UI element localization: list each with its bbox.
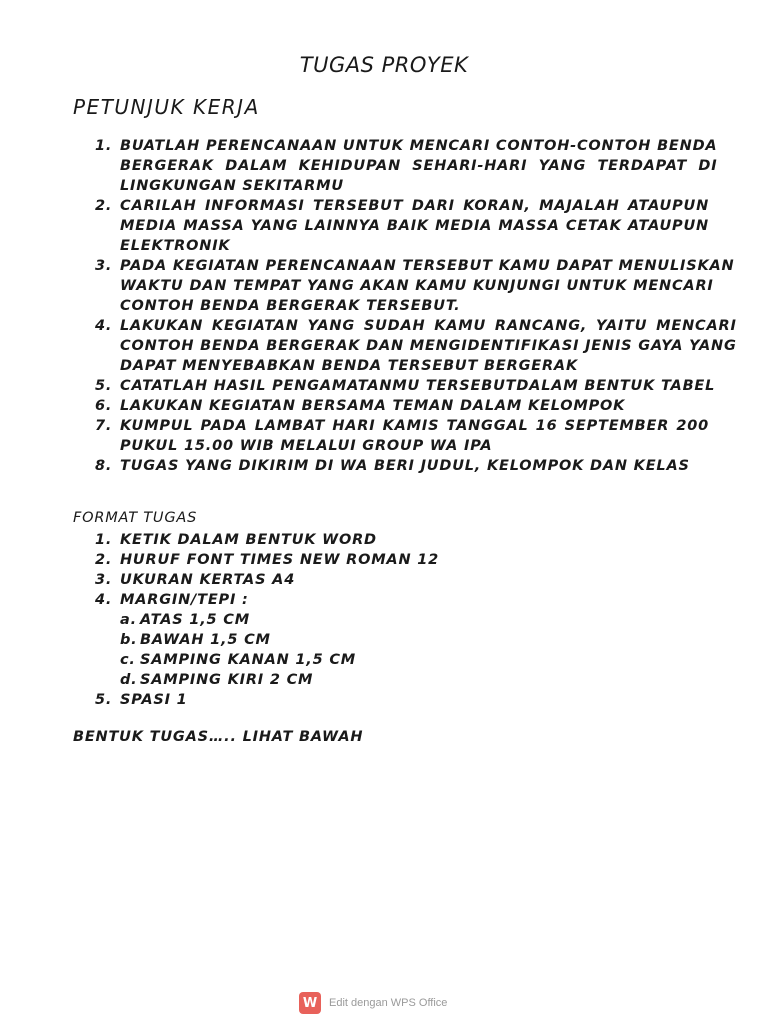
instruction-line: PADA KEGIATAN PERENCANAAN TERSEBUT KAMU DAPAT MENULISKAN bbox=[120, 258, 735, 274]
instruction-number: 3. bbox=[95, 258, 113, 274]
margin-text: SAMPING KIRI 2 CM bbox=[140, 672, 314, 688]
format-item bbox=[95, 550, 495, 570]
format-item bbox=[95, 590, 495, 610]
margin-item bbox=[120, 630, 495, 650]
margin-letter: a. bbox=[120, 612, 137, 628]
margin-item bbox=[120, 610, 495, 630]
format-item bbox=[95, 690, 495, 710]
wps-logo-icon: W bbox=[299, 992, 321, 1014]
format-number: 5. bbox=[95, 692, 113, 708]
instruction-number: 8. bbox=[95, 458, 113, 474]
margin-text: ATAS 1,5 CM bbox=[140, 612, 250, 628]
margin-letter: c. bbox=[120, 652, 136, 668]
instruction-item bbox=[95, 316, 737, 376]
margin-item bbox=[120, 650, 495, 670]
instruction-number: 4. bbox=[95, 318, 113, 334]
margin-letter: d. bbox=[120, 672, 138, 688]
instruction-line: LAKUKAN KEGIATAN YANG SUDAH KAMU RANCANG, YAITU MENCARI bbox=[120, 318, 737, 334]
instruction-line: ELEKTRONIK bbox=[120, 238, 231, 254]
instruction-item bbox=[95, 456, 709, 476]
format-text: HURUF FONT TIMES NEW ROMAN 12 bbox=[120, 552, 440, 568]
instructions-heading: PETUNJUK KERJA bbox=[73, 95, 260, 119]
task-form-note: BENTUK TUGAS….. LIHAT BAWAH bbox=[73, 729, 364, 745]
format-text: UKURAN KERTAS A4 bbox=[120, 572, 296, 588]
instruction-number: 1. bbox=[95, 138, 113, 154]
instruction-item bbox=[95, 136, 718, 196]
instruction-line: KUMPUL PADA LAMBAT HARI KAMIS TANGGAL 16 SEPTEMBER 200 bbox=[120, 418, 709, 434]
instruction-item bbox=[95, 196, 709, 256]
format-number: 4. bbox=[95, 592, 113, 608]
instruction-number: 2. bbox=[95, 198, 113, 214]
format-text: SPASI 1 bbox=[120, 692, 188, 708]
format-list bbox=[95, 530, 495, 710]
instruction-line: CATATLAH HASIL PENGAMATANMU TERSEBUTDALAM BENTUK TABEL bbox=[120, 378, 716, 394]
instruction-item bbox=[95, 256, 735, 316]
instruction-line: WAKTU DAN TEMPAT YANG AKAN KAMU KUNJUNGI UNTUK MENCARI bbox=[120, 278, 714, 294]
instruction-line: TUGAS YANG DIKIRIM DI WA BERI JUDUL, KELOMPOK DAN KELAS bbox=[120, 458, 690, 474]
instruction-line: CONTOH BENDA BERGERAK TERSEBUT. bbox=[120, 298, 461, 314]
instruction-number: 6. bbox=[95, 398, 113, 414]
margin-letter: b. bbox=[120, 632, 138, 648]
margin-text: SAMPING KANAN 1,5 CM bbox=[140, 652, 357, 668]
format-number: 3. bbox=[95, 572, 113, 588]
instruction-number: 5. bbox=[95, 378, 113, 394]
instruction-line: DAPAT MENYEBABKAN BENDA TERSEBUT BERGERAK bbox=[120, 358, 578, 374]
format-number: 1. bbox=[95, 532, 113, 548]
instruction-number: 7. bbox=[95, 418, 113, 434]
instruction-line: LAKUKAN KEGIATAN BERSAMA TEMAN DALAM KELOMPOK bbox=[120, 398, 626, 414]
instruction-line: BERGERAK DALAM KEHIDUPAN SEHARI-HARI YANG TERDAPAT DI bbox=[120, 158, 718, 174]
instruction-line: CONTOH BENDA BERGERAK DAN MENGIDENTIFIKASI JENIS GAYA YANG bbox=[120, 338, 737, 354]
instruction-line: MEDIA MASSA YANG LAINNYA BAIK MEDIA MASSA CETAK ATAUPUN bbox=[120, 218, 709, 234]
margin-text: BAWAH 1,5 CM bbox=[140, 632, 271, 648]
format-text: KETIK DALAM BENTUK WORD bbox=[120, 532, 377, 548]
instructions-list bbox=[95, 136, 737, 476]
instruction-line: LINGKUNGAN SEKITARMU bbox=[120, 178, 344, 194]
instruction-line: PUKUL 15.00 WIB MELALUI GROUP WA IPA bbox=[120, 438, 493, 454]
wps-edit-banner[interactable] bbox=[299, 991, 447, 1015]
format-heading: FORMAT TUGAS bbox=[73, 510, 198, 526]
format-item bbox=[95, 570, 495, 590]
instruction-item bbox=[95, 416, 709, 456]
instruction-line: CARILAH INFORMASI TERSEBUT DARI KORAN, MAJALAH ATAUPUN bbox=[120, 198, 709, 214]
wps-edit-link[interactable]: Edit dengan WPS Office bbox=[329, 997, 448, 1009]
margin-item bbox=[120, 670, 495, 690]
instruction-line: BUATLAH PERENCANAAN UNTUK MENCARI CONTOH-CONTOH BENDA bbox=[120, 138, 718, 154]
format-item bbox=[95, 530, 495, 550]
instruction-item bbox=[95, 396, 709, 416]
instruction-item bbox=[95, 376, 716, 396]
document-title: TUGAS PROYEK bbox=[299, 53, 469, 77]
format-number: 2. bbox=[95, 552, 113, 568]
format-text: MARGIN/TEPI : bbox=[120, 592, 249, 608]
